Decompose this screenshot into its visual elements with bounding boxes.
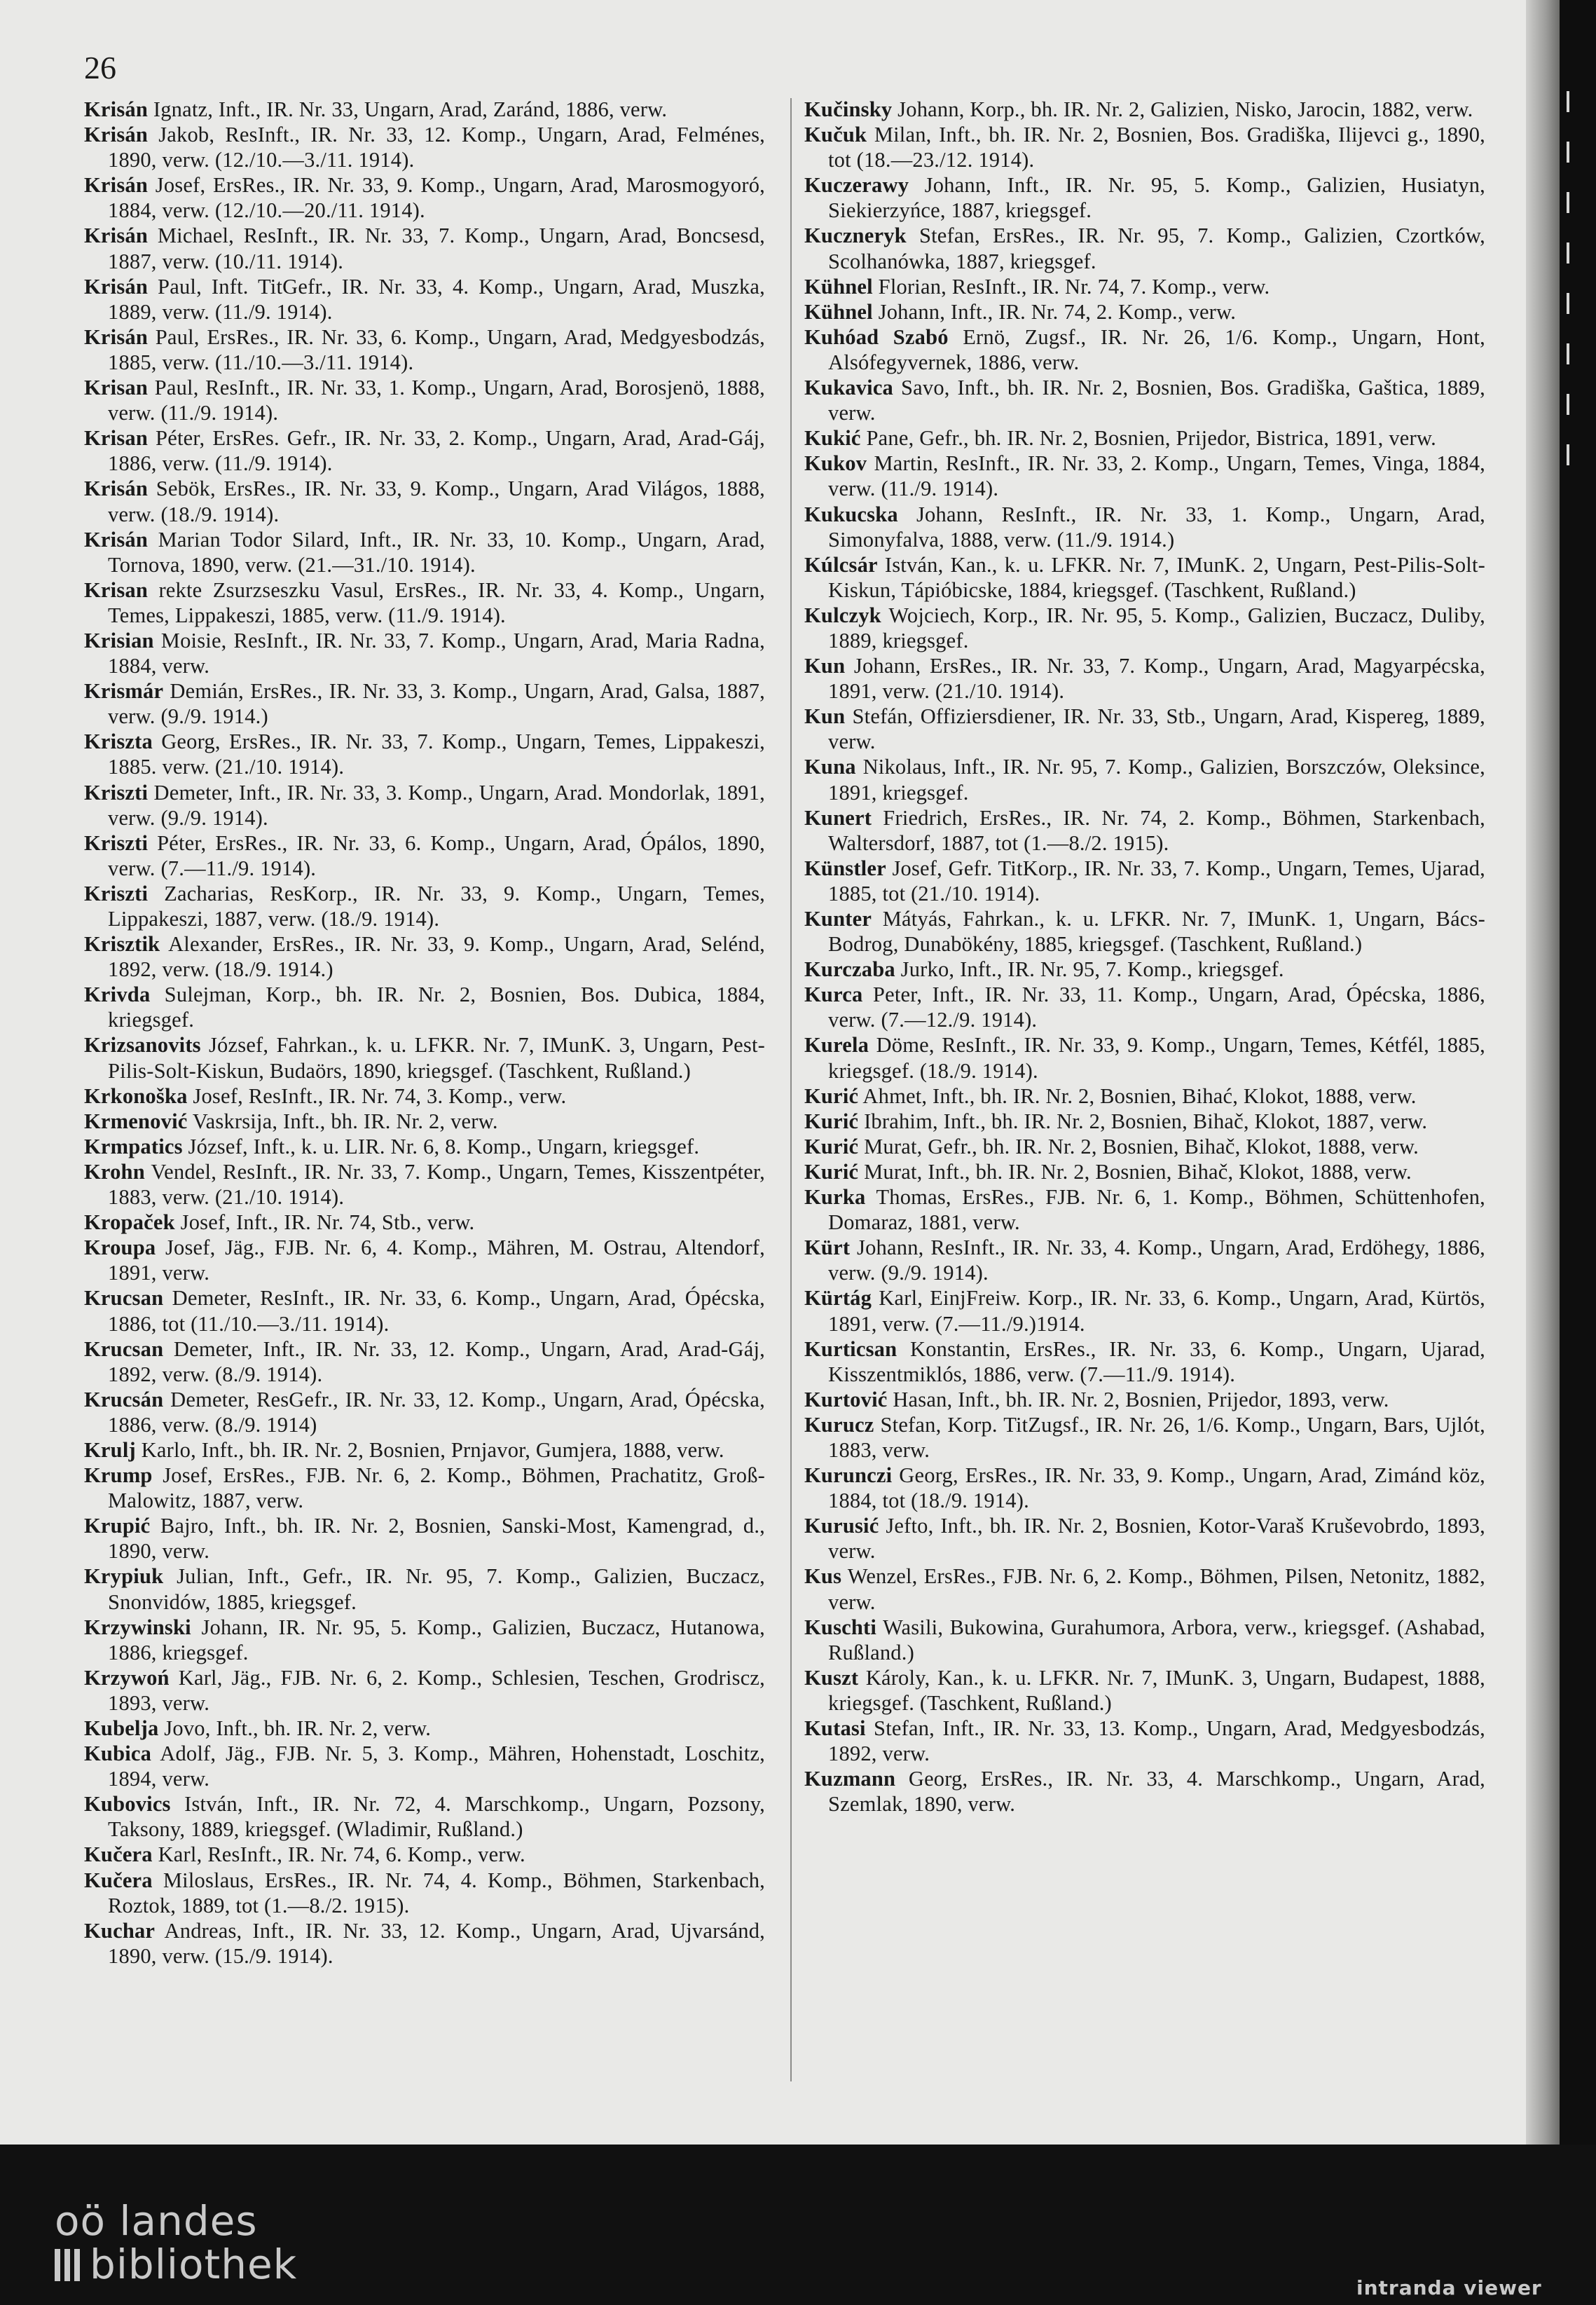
entry-surname: Kurić bbox=[804, 1109, 859, 1133]
roster-entry bbox=[84, 527, 765, 577]
entry-surname: Krisztik bbox=[84, 932, 160, 957]
entry-surname: Kurtović bbox=[804, 1387, 888, 1411]
roster-entry bbox=[84, 1842, 765, 1867]
roster-entry bbox=[84, 375, 765, 425]
entry-details: Johann, Inft., IR. Nr. 74, 2. Komp., verw. bbox=[872, 299, 1237, 324]
entry-surname: Kulczyk bbox=[804, 603, 881, 627]
entry-details: Paul, Inft. TitGefr., IR. Nr. 33, 4. Komp., Ungarn, Arad, Muszka, 1889, verw. (11./9. 1914). bbox=[108, 274, 765, 324]
entry-details: Milan, Inft., bh. IR. Nr. 2, Bosnien, Bos. Gradiška, Ilijevci g., 1890, tot (18.—23./12. 1914). bbox=[828, 123, 1485, 172]
entry-details: Karl, Jäg., FJB. Nr. 6, 2. Komp., Schlesien, Teschen, Grodriscz, 1893, verw. bbox=[108, 1665, 765, 1715]
left-column bbox=[84, 97, 765, 1969]
roster-entry bbox=[84, 476, 765, 526]
roster-entry bbox=[804, 1615, 1485, 1665]
entry-surname: Kurucz bbox=[804, 1412, 874, 1437]
entry-details: Johann, IR. Nr. 95, 5. Komp., Galizien, Buczacz, Hutanowa, 1886, kriegsgef. bbox=[108, 1615, 765, 1664]
entry-details: Georg, ErsRes., IR. Nr. 33, 4. Marschkomp., Ungarn, Arad, Szemlak, 1890, verw. bbox=[828, 1767, 1485, 1817]
entry-details: Michael, ResInft., IR. Nr. 33, 7. Komp., Ungarn, Arad, Boncsesd, 1887, verw. (10./11. 1914). bbox=[108, 224, 765, 273]
entry-details: Sulejman, Korp., bh. IR. Nr. 2, Bosnien, Bos. Dubica, 1884, kriegsgef. bbox=[108, 983, 765, 1032]
roster-entry bbox=[84, 1716, 765, 1741]
entry-details: Karl, ResInft., IR. Nr. 74, 6. Komp., verw. bbox=[152, 1842, 525, 1867]
roster-entry bbox=[84, 274, 765, 324]
entry-details: Demeter, Inft., IR. Nr. 33, 3. Komp., Ungarn, Arad. Mondorlak, 1891, verw. (9./9. 1914). bbox=[108, 780, 765, 830]
entry-surname: Krypiuk bbox=[84, 1564, 164, 1589]
entry-details: Johann, ResInft., IR. Nr. 33, 1. Komp., Ungarn, Arad, Simonyfalva, 1888, verw. (11./9. 1914.) bbox=[828, 502, 1485, 552]
entry-surname: Krisán bbox=[84, 97, 149, 121]
roster-entry bbox=[804, 1159, 1485, 1184]
entry-surname: Kun bbox=[804, 654, 846, 678]
roster-entry bbox=[84, 97, 765, 122]
entry-surname: Kriszti bbox=[84, 780, 149, 805]
roster-entry bbox=[84, 982, 765, 1032]
entry-surname: Kučera bbox=[84, 1842, 153, 1867]
entry-surname: Krzywinski bbox=[84, 1615, 191, 1639]
entry-surname: Kuczneryk bbox=[804, 224, 907, 248]
roster-entry bbox=[804, 1387, 1485, 1412]
roster-entry bbox=[804, 1412, 1485, 1463]
roster-entry bbox=[804, 1109, 1485, 1134]
entry-details: József, Fahrkan., k. u. LFKR. Nr. 7, IMunK. 3, Ungarn, Pest-Pilis-Solt-Kiskun, Budaörs, 1890, kriegsgef. (Taschkent, Rußland.) bbox=[108, 1033, 765, 1083]
entry-details: Adolf, Jäg., FJB. Nr. 5, 3. Komp., Mähren, Hohenstadt, Loschitz, 1894, verw. bbox=[108, 1742, 765, 1791]
roster-entry bbox=[84, 678, 765, 729]
roster-entry bbox=[804, 1184, 1485, 1235]
roster-entry bbox=[804, 274, 1485, 299]
roster-entry bbox=[84, 830, 765, 881]
entry-surname: Krisán bbox=[84, 477, 149, 501]
roster-entry bbox=[84, 1285, 765, 1336]
entry-details: Döme, ResInft., IR. Nr. 33, 9. Komp., Ungarn, Temes, Kétfél, 1885, kriegsgef. (18./9. 1914). bbox=[828, 1033, 1485, 1083]
entry-details: Murat, Gefr., bh. IR. Nr. 2, Bosnien, Bihač, Klokot, 1888, verw. bbox=[858, 1134, 1419, 1158]
entry-details: Friedrich, ErsRes., IR. Nr. 74, 2. Komp., Böhmen, Starkenbach, Waltersdorf, 1887, tot (1.—8./2. 1915). bbox=[828, 805, 1485, 855]
roster-entry bbox=[84, 1665, 765, 1716]
entry-details: Peter, Inft., IR. Nr. 33, 11. Komp., Ungarn, Arad, Ópécska, 1886, verw. (7.—12./9. 1914). bbox=[828, 983, 1485, 1032]
roster-entry bbox=[804, 1463, 1485, 1513]
entry-surname: Kutasi bbox=[804, 1716, 866, 1740]
roster-entry bbox=[804, 1285, 1485, 1336]
entry-surname: Künstler bbox=[804, 856, 886, 880]
page-number: 26 bbox=[84, 50, 116, 86]
roster-entry bbox=[804, 957, 1485, 982]
entry-surname: Krisán bbox=[84, 123, 149, 147]
library-logo[interactable] bbox=[55, 2199, 297, 2286]
roster-entry bbox=[84, 1741, 765, 1791]
roster-entry bbox=[804, 1032, 1485, 1083]
roster-entry bbox=[804, 299, 1485, 324]
entry-surname: Kurusić bbox=[804, 1514, 879, 1538]
entry-details: István, Kan., k. u. LFKR. Nr. 7, IMunK. 2, Ungarn, Pest-Pilis-Solt-Kiskun, Tápióbicske, 1884, kriegsgef. (Taschkent, Rußland.) bbox=[828, 552, 1485, 602]
entry-surname: Kukavica bbox=[804, 376, 894, 400]
logo-line-1: oö landes bbox=[55, 2197, 258, 2245]
entry-surname: Krulj bbox=[84, 1437, 136, 1462]
entry-details: Stefan, Inft., IR. Nr. 33, 13. Komp., Ungarn, Arad, Medgyesbodzás, 1892, verw. bbox=[828, 1716, 1485, 1766]
roster-entry bbox=[84, 324, 765, 375]
entry-details: Demeter, ResGefr., IR. Nr. 33, 12. Komp., Ungarn, Arad, Ópécska, 1886, verw. (8./9. 1914) bbox=[108, 1387, 765, 1437]
entry-details: Johann, Inft., IR. Nr. 95, 5. Komp., Galizien, Husiatyn, Siekierzyńce, 1887, kriegsgef. bbox=[828, 173, 1485, 223]
entry-surname: Krisán bbox=[84, 274, 149, 299]
entry-surname: Kurela bbox=[804, 1033, 869, 1058]
roster-entry bbox=[804, 1336, 1485, 1387]
entry-surname: Kunter bbox=[804, 907, 872, 931]
entry-details: Péter, ErsRes., IR. Nr. 33, 6. Komp., Ungarn, Arad, Ópálos, 1890, verw. (7.—11./9. 1914). bbox=[108, 830, 765, 880]
entry-surname: Kuszt bbox=[804, 1665, 859, 1690]
roster-entry bbox=[84, 1109, 765, 1134]
entry-surname: Kühnel bbox=[804, 274, 873, 299]
entry-surname: Kurić bbox=[804, 1134, 859, 1158]
entry-details: Josef, ErsRes., IR. Nr. 33, 9. Komp., Ungarn, Arad, Marosmogyoró, 1884, verw. (12./10.—20./11. 1914). bbox=[108, 173, 765, 223]
entry-surname: Kuzmann bbox=[804, 1767, 896, 1791]
entry-surname: Krmpatics bbox=[84, 1134, 183, 1158]
entry-surname: Kuchar bbox=[84, 1918, 156, 1943]
roster-entry bbox=[84, 122, 765, 172]
entry-details: Moisie, ResInft., IR. Nr. 33, 7. Komp., Ungarn, Arad, Maria Radna, 1884, verw. bbox=[108, 628, 765, 678]
entry-details: Pane, Gefr., bh. IR. Nr. 2, Bosnien, Prijedor, Bistrica, 1891, verw. bbox=[860, 426, 1436, 451]
roster-entry bbox=[84, 1918, 765, 1969]
entry-surname: Krohn bbox=[84, 1159, 145, 1184]
entry-details: Josef, ErsRes., FJB. Nr. 6, 2. Komp., Böhmen, Prachatitz, Groß-Malowitz, 1887, verw. bbox=[108, 1463, 765, 1513]
roster-entry bbox=[84, 1336, 765, 1387]
entry-details: Martin, ResInft., IR. Nr. 33, 2. Komp., Ungarn, Temes, Vinga, 1884, verw. (11./9. 1914). bbox=[828, 451, 1485, 501]
entry-details: Thomas, ErsRes., FJB. Nr. 6, 1. Komp., Böhmen, Schüttenhofen, Domaraz, 1881, verw. bbox=[828, 1185, 1485, 1235]
roster-entry bbox=[84, 931, 765, 982]
roster-entry bbox=[804, 552, 1485, 603]
entry-surname: Kubica bbox=[84, 1742, 152, 1766]
roster-entry bbox=[84, 729, 765, 779]
roster-entry bbox=[804, 906, 1485, 957]
roster-entry bbox=[804, 982, 1485, 1032]
entry-details: Johann, Korp., bh. IR. Nr. 2, Galizien, Nisko, Jarocin, 1882, verw. bbox=[892, 97, 1473, 121]
entry-details: Jovo, Inft., bh. IR. Nr. 2, verw. bbox=[158, 1716, 432, 1740]
entry-surname: Krucsan bbox=[84, 1286, 164, 1311]
entry-details: Alexander, ErsRes., IR. Nr. 33, 9. Komp., Ungarn, Arad, Selénd, 1892, verw. (18./9. 1914.) bbox=[108, 932, 765, 982]
roster-entry bbox=[804, 223, 1485, 273]
entry-surname: Kučinsky bbox=[804, 97, 893, 121]
entry-details: Jurko, Inft., IR. Nr. 95, 7. Komp., kriegsgef. bbox=[895, 957, 1284, 982]
entry-surname: Krisan bbox=[84, 376, 149, 400]
entry-details: Savo, Inft., bh. IR. Nr. 2, Bosnien, Bos. Gradiška, Gaštica, 1889, verw. bbox=[828, 376, 1485, 425]
entry-surname: Krupić bbox=[84, 1514, 151, 1538]
entry-details: Sebök, ErsRes., IR. Nr. 33, 9. Komp., Ungarn, Arad Világos, 1888, verw. (18./9. 1914). bbox=[108, 477, 765, 526]
entry-details: Zacharias, ResKorp., IR. Nr. 33, 9. Komp., Ungarn, Temes, Lippakeszi, 1887, verw. (18./9. 1914). bbox=[108, 881, 765, 931]
entry-details: Demián, ErsRes., IR. Nr. 33, 3. Komp., Ungarn, Arad, Galsa, 1887, verw. (9./9. 1914.) bbox=[108, 679, 765, 729]
entry-details: Konstantin, ErsRes., IR. Nr. 33, 6. Komp., Ungarn, Ujarad, Kisszentmiklós, 1886, verw. (7.—11./9. 1914). bbox=[828, 1336, 1485, 1386]
entry-surname: Krmenović bbox=[84, 1109, 188, 1133]
roster-entry bbox=[84, 1564, 765, 1614]
roster-entry bbox=[804, 1564, 1485, 1614]
roster-entry bbox=[804, 1665, 1485, 1716]
entry-surname: Kürtág bbox=[804, 1286, 872, 1311]
roster-entry bbox=[804, 425, 1485, 451]
entry-details: Wasili, Bukowina, Gurahumora, Arbora, verw., kriegsgef. (Ashabad, Rußland.) bbox=[828, 1615, 1485, 1664]
right-column bbox=[804, 97, 1485, 1817]
entry-surname: Kriszti bbox=[84, 830, 149, 855]
roster-entry bbox=[84, 1210, 765, 1235]
roster-entry bbox=[84, 1387, 765, 1437]
entry-details: Ernö, Zugsf., IR. Nr. 26, 1/6. Komp., Ungarn, Hont, Alsófegyvernek, 1886, verw. bbox=[828, 324, 1485, 374]
entry-surname: Krisian bbox=[84, 628, 154, 652]
entry-surname: Kučuk bbox=[804, 123, 867, 147]
roster-entry bbox=[804, 1083, 1485, 1109]
entry-surname: Kurić bbox=[804, 1083, 859, 1108]
entry-surname: Kurunczi bbox=[804, 1463, 893, 1488]
entry-surname: Krismár bbox=[84, 679, 164, 704]
entry-surname: Krzywoń bbox=[84, 1665, 170, 1690]
entry-details: Péter, ErsRes. Gefr., IR. Nr. 33, 2. Komp., Ungarn, Arad, Arad-Gáj, 1886, verw. (11./9. 1914). bbox=[108, 426, 765, 476]
entry-details: Stefan, ErsRes., IR. Nr. 95, 7. Komp., Galizien, Czortków, Scolhanówka, 1887, kriegsgef. bbox=[828, 224, 1485, 273]
entry-details: Paul, ErsRes., IR. Nr. 33, 6. Komp., Ungarn, Arad, Medgyesbodzás, 1885, verw. (11./10.—3./11. 1914). bbox=[108, 324, 765, 374]
entry-details: Bajro, Inft., bh. IR. Nr. 2, Bosnien, Sanski-Most, Kamengrad, d., 1890, verw. bbox=[108, 1514, 765, 1564]
entry-surname: Krisan bbox=[84, 426, 149, 451]
roster-entry bbox=[84, 1463, 765, 1513]
entry-surname: Kurca bbox=[804, 983, 863, 1007]
roster-entry bbox=[84, 223, 765, 273]
entry-surname: Kučera bbox=[84, 1868, 153, 1892]
entry-details: Ibrahim, Inft., bh. IR. Nr. 2, Bosnien, Bihač, Klokot, 1887, verw. bbox=[858, 1109, 1428, 1133]
entry-details: Karlo, Inft., bh. IR. Nr. 2, Bosnien, Prnjavor, Gumjera, 1888, verw. bbox=[135, 1437, 724, 1462]
column-divider bbox=[790, 98, 792, 2081]
entry-surname: Kuschti bbox=[804, 1615, 877, 1639]
entry-details: Josef, Jäg., FJB. Nr. 6, 4. Komp., Mähren, M. Ostrau, Altendorf, 1891, verw. bbox=[108, 1236, 765, 1285]
entry-details: Johann, ResInft., IR. Nr. 33, 4. Komp., Ungarn, Arad, Erdöhegy, 1886, verw. (9./9. 1914). bbox=[828, 1236, 1485, 1285]
roster-entry bbox=[84, 1134, 765, 1159]
entry-details: Paul, ResInft., IR. Nr. 33, 1. Komp., Ungarn, Arad, Borosjenö, 1888, verw. (11./9. 1914). bbox=[108, 376, 765, 425]
entry-surname: Kurczaba bbox=[804, 957, 895, 982]
entry-surname: Krkonoška bbox=[84, 1083, 188, 1108]
roster-entry bbox=[804, 1716, 1485, 1766]
roster-entry bbox=[84, 577, 765, 628]
entry-surname: Kun bbox=[804, 704, 846, 729]
entry-surname: Kurka bbox=[804, 1185, 866, 1210]
entry-details: Jakob, ResInft., IR. Nr. 33, 12. Komp., Ungarn, Arad, Felménes, 1890, verw. (12./10.—3./11. 1914). bbox=[108, 123, 765, 172]
entry-details: Stefan, Korp. TitZugsf., IR. Nr. 26, 1/6. Komp., Ungarn, Bars, Ujlót, 1883, verw. bbox=[828, 1412, 1485, 1462]
entry-surname: Krisán bbox=[84, 224, 149, 248]
entry-details: Mátyás, Fahrkan., k. u. LFKR. Nr. 7, IMunK. 1, Ungarn, Bács-Bodrog, Dunabökény, 1885, kriegsgef. (Taschkent, Rußland.) bbox=[828, 907, 1485, 957]
entry-surname: Kürt bbox=[804, 1236, 851, 1260]
roster-entry bbox=[804, 653, 1485, 704]
entry-details: Károly, Kan., k. u. LFKR. Nr. 7, IMunK. 3, Ungarn, Budapest, 1888, kriegsgef. (Taschkent, Rußland.) bbox=[828, 1665, 1485, 1715]
entry-details: Wenzel, ErsRes., FJB. Nr. 6, 2. Komp., Böhmen, Pilsen, Netonitz, 1882, verw. bbox=[828, 1564, 1485, 1614]
roster-entry bbox=[84, 1235, 765, 1285]
entry-surname: Kúlcsár bbox=[804, 552, 878, 577]
entry-details: Marian Todor Silard, Inft., IR. Nr. 33, 10. Komp., Ungarn, Arad, Tornova, 1890, verw. (21.—31./10. 1914). bbox=[108, 527, 765, 577]
entry-details: Karl, EinjFreiw. Korp., IR. Nr. 33, 6. Komp., Ungarn, Arad, Kürtös, 1891, verw. (7.—11./9.)1914. bbox=[828, 1286, 1485, 1336]
roster-entry bbox=[804, 856, 1485, 906]
roster-entry bbox=[804, 1513, 1485, 1564]
logo-bars-icon bbox=[55, 2243, 84, 2286]
entry-details: Demeter, Inft., IR. Nr. 33, 12. Komp., Ungarn, Arad, Arad-Gáj, 1892, verw. (8./9. 1914). bbox=[108, 1336, 765, 1386]
entry-surname: Krizsanovits bbox=[84, 1033, 201, 1058]
roster-entry bbox=[84, 881, 765, 931]
roster-entry bbox=[804, 97, 1485, 122]
roster-entry bbox=[804, 502, 1485, 552]
roster-entry bbox=[84, 425, 765, 476]
entry-surname: Kukov bbox=[804, 451, 867, 476]
book-spine bbox=[1526, 0, 1560, 2145]
roster-entry bbox=[804, 122, 1485, 172]
entry-details: rekte Zsurzseszku Vasul, ErsRes., IR. Nr. 33, 4. Komp., Ungarn, Temes, Lippakeszi, 1885, verw. (11./9. 1914). bbox=[108, 577, 765, 627]
entry-details: Miloslaus, ErsRes., IR. Nr. 74, 4. Komp., Böhmen, Starkenbach, Roztok, 1889, tot (1.—8./2. 1915). bbox=[108, 1868, 765, 1917]
entry-details: Stefán, Offiziersdiener, IR. Nr. 33, Stb., Ungarn, Arad, Kispereg, 1889, verw. bbox=[828, 704, 1485, 754]
roster-entry bbox=[804, 704, 1485, 754]
entry-details: Nikolaus, Inft., IR. Nr. 95, 7. Komp., Galizien, Borszczów, Oleksince, 1891, kriegsgef. bbox=[828, 755, 1485, 805]
entry-details: Jefto, Inft., bh. IR. Nr. 2, Bosnien, Kotor-Varaš Kruševobrdo, 1893, verw. bbox=[828, 1514, 1485, 1564]
viewer-label[interactable]: intranda viewer bbox=[1356, 2276, 1542, 2299]
entry-details: Georg, ErsRes., IR. Nr. 33, 9. Komp., Ungarn, Arad, Zimánd köz, 1884, tot (18./9. 1914). bbox=[828, 1463, 1485, 1513]
entry-surname: Krump bbox=[84, 1463, 153, 1488]
roster-entry bbox=[804, 172, 1485, 223]
roster-entry bbox=[84, 780, 765, 830]
entry-details: Vendel, ResInft., IR. Nr. 33, 7. Komp., Ungarn, Temes, Kisszentpéter, 1883, verw. (21./10. 1914). bbox=[108, 1159, 765, 1210]
entry-surname: Krisán bbox=[84, 173, 149, 198]
roster-entry bbox=[804, 451, 1485, 501]
entry-surname: Kus bbox=[804, 1564, 842, 1589]
entry-details: Andreas, Inft., IR. Nr. 33, 12. Komp., Ungarn, Arad, Ujvarsánd, 1890, verw. (15./9. 1914). bbox=[108, 1918, 765, 1968]
spine-edge-marks bbox=[1567, 91, 1581, 495]
entry-surname: Krucsan bbox=[84, 1336, 164, 1361]
roster-entry bbox=[84, 1159, 765, 1210]
roster-entry bbox=[804, 603, 1485, 653]
entry-surname: Krisán bbox=[84, 527, 149, 552]
entry-details: Ignatz, Inft., IR. Nr. 33, Ungarn, Arad, Zaránd, 1886, verw. bbox=[148, 97, 668, 121]
entry-details: Murat, Inft., bh. IR. Nr. 2, Bosnien, Bihač, Klokot, 1888, verw. bbox=[858, 1159, 1412, 1184]
roster-entry bbox=[84, 172, 765, 223]
entry-details: Johann, ErsRes., IR. Nr. 33, 7. Komp., Ungarn, Arad, Magyarpécska, 1891, verw. (21./10. 1914). bbox=[828, 654, 1485, 704]
roster-entry bbox=[84, 1615, 765, 1665]
roster-entry bbox=[804, 1134, 1485, 1159]
roster-entry bbox=[804, 754, 1485, 805]
entry-surname: Kukić bbox=[804, 426, 861, 451]
entry-surname: Kropaček bbox=[84, 1210, 175, 1235]
entry-details: Josef, ResInft., IR. Nr. 74, 3. Komp., verw. bbox=[187, 1083, 567, 1108]
roster-entry bbox=[804, 1235, 1485, 1285]
entry-surname: Kuna bbox=[804, 755, 856, 779]
entry-surname: Kurić bbox=[804, 1159, 859, 1184]
entry-surname: Kukucska bbox=[804, 502, 898, 526]
entry-surname: Krisán bbox=[84, 324, 149, 349]
roster-entry bbox=[84, 1032, 765, 1083]
entry-details: Ahmet, Inft., bh. IR. Nr. 2, Bosnien, Bihać, Klokot, 1888, verw. bbox=[858, 1083, 1417, 1108]
entry-surname: Kuhóad Szabó bbox=[804, 324, 949, 349]
roster-entry bbox=[804, 324, 1485, 375]
entry-surname: Krisan bbox=[84, 577, 149, 602]
entry-details: Vaskrsija, Inft., bh. IR. Nr. 2, verw. bbox=[187, 1109, 498, 1133]
roster-entry bbox=[84, 628, 765, 678]
roster-entry bbox=[804, 1766, 1485, 1817]
roster-entry bbox=[84, 1868, 765, 1918]
entry-surname: Kriszta bbox=[84, 730, 153, 754]
entry-details: Hasan, Inft., bh. IR. Nr. 2, Bosnien, Prijedor, 1893, verw. bbox=[887, 1387, 1389, 1411]
entry-details: Demeter, ResInft., IR. Nr. 33, 6. Komp., Ungarn, Arad, Ópécska, 1886, tot (11./10.—3./11. 1914). bbox=[108, 1286, 765, 1336]
entry-surname: Kriszti bbox=[84, 881, 149, 905]
entry-surname: Krivda bbox=[84, 983, 151, 1007]
entry-details: Josef, Inft., IR. Nr. 74, Stb., verw. bbox=[174, 1210, 475, 1235]
entry-details: Wojciech, Korp., IR. Nr. 95, 5. Komp., Galizien, Buczacz, Duliby, 1889, kriegsgef. bbox=[828, 603, 1485, 652]
entry-surname: Kühnel bbox=[804, 299, 873, 324]
roster-entry bbox=[804, 375, 1485, 425]
entry-details: Florian, ResInft., IR. Nr. 74, 7. Komp., verw. bbox=[872, 274, 1270, 299]
entry-surname: Kuczerawy bbox=[804, 173, 909, 198]
entry-details: József, Inft., k. u. LIR. Nr. 6, 8. Komp., Ungarn, kriegsgef. bbox=[182, 1134, 700, 1158]
roster-entry bbox=[84, 1791, 765, 1842]
entry-surname: Kunert bbox=[804, 805, 872, 830]
entry-surname: Kurticsan bbox=[804, 1336, 897, 1361]
entry-surname: Kroupa bbox=[84, 1236, 156, 1260]
entry-details: Georg, ErsRes., IR. Nr. 33, 7. Komp., Ungarn, Temes, Lippakeszi, 1885. verw. (21./10. 1914). bbox=[108, 730, 765, 779]
roster-entry bbox=[804, 805, 1485, 856]
entry-details: Julian, Inft., Gefr., IR. Nr. 95, 7. Komp., Galizien, Buczacz, Snonvidów, 1885, kriegsgef. bbox=[108, 1564, 765, 1614]
logo-line-2: bibliothek bbox=[90, 2241, 298, 2288]
entry-surname: Krucsán bbox=[84, 1387, 164, 1411]
roster-entry bbox=[84, 1083, 765, 1109]
roster-entry bbox=[84, 1437, 765, 1463]
entry-surname: Kubovics bbox=[84, 1792, 171, 1817]
entry-details: Josef, Gefr. TitKorp., IR. Nr. 33, 7. Komp., Ungarn, Temes, Ujarad, 1885, tot (21./10. 1914). bbox=[828, 856, 1485, 905]
roster-entry bbox=[84, 1513, 765, 1564]
entry-surname: Kubelja bbox=[84, 1716, 159, 1740]
entry-details: István, Inft., IR. Nr. 72, 4. Marschkomp., Ungarn, Pozsony, Taksony, 1889, kriegsgef. (Wladimir, Rußland.) bbox=[108, 1792, 765, 1842]
